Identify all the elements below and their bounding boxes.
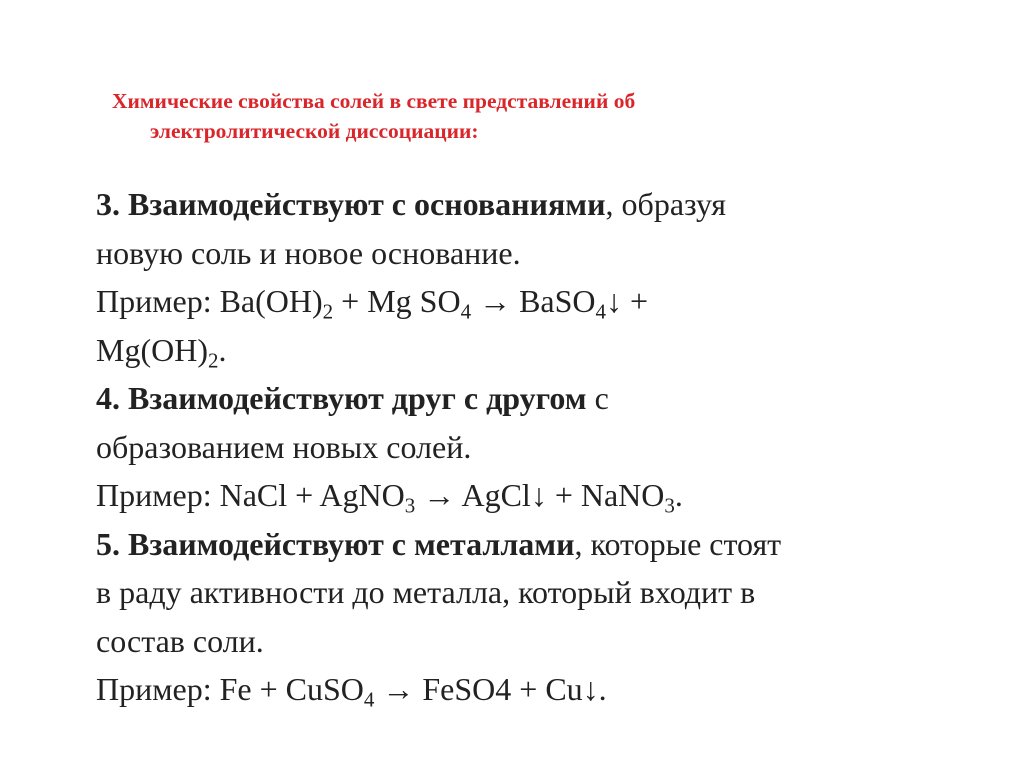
item-5-line-2: в раду активности до металла, который входит в [96,574,756,610]
item-5-heading [96,520,976,569]
item-5-example-end: → FeSO4 + Cu↓. [374,671,607,707]
subscript: 4 [595,299,607,324]
item-3-line-2: новую соль и новое основание. [96,234,521,271]
item-4-bold: 4. Взаимодействуют друг с другом [96,380,587,416]
item-3-rest: , образуя [605,186,726,222]
item-3-example-part: + Mg SO [333,283,461,319]
subscript: 3 [404,493,416,518]
item-4-example-prefix: Пример: NaCl + AgNO [96,477,405,513]
item-5-line-3: состав соли. [96,622,264,659]
item-4-heading [96,374,976,423]
item-4-line-2: образованием новых солей. [96,428,472,465]
item-3-example-part: Mg(OH) [96,331,208,368]
item-4-rest: с [586,380,609,416]
item-3-heading [96,180,976,229]
item-3-example-end: ↓ + [606,283,649,319]
subscript: 3 [664,493,675,518]
subscript: 4 [363,687,375,712]
item-3-example-part: → BaSO [471,283,596,319]
title-line-2: электролитической диссоциации: [150,119,479,143]
item-4-example [96,471,976,520]
slide-title [112,86,832,146]
item-3-example [96,277,976,326]
item-3-example-prefix: Пример: Ba(OH) [96,283,323,319]
item-4-example-part: → AgCl↓ + NaNO [415,477,665,513]
item-5-bold: 5. Взаимодействуют с металлами [96,525,575,562]
item-5-example-prefix: Пример: Fe + CuSO [96,671,364,707]
subscript: 4 [460,299,472,324]
item-3-bold: 3. Взаимодействуют с основаниями [96,186,606,222]
title-line-1: Химические свойства солей в свете представлений об [112,89,636,113]
item-5-rest: , которые стоят [574,525,782,562]
item-4-example-end: . [674,477,683,513]
subscript: 2 [322,299,334,324]
item-5-example [96,665,976,714]
item-3-example-line-2 [96,326,976,375]
slide-body [96,180,976,714]
item-3-example-end: . [218,331,227,368]
subscript: 2 [207,347,219,372]
